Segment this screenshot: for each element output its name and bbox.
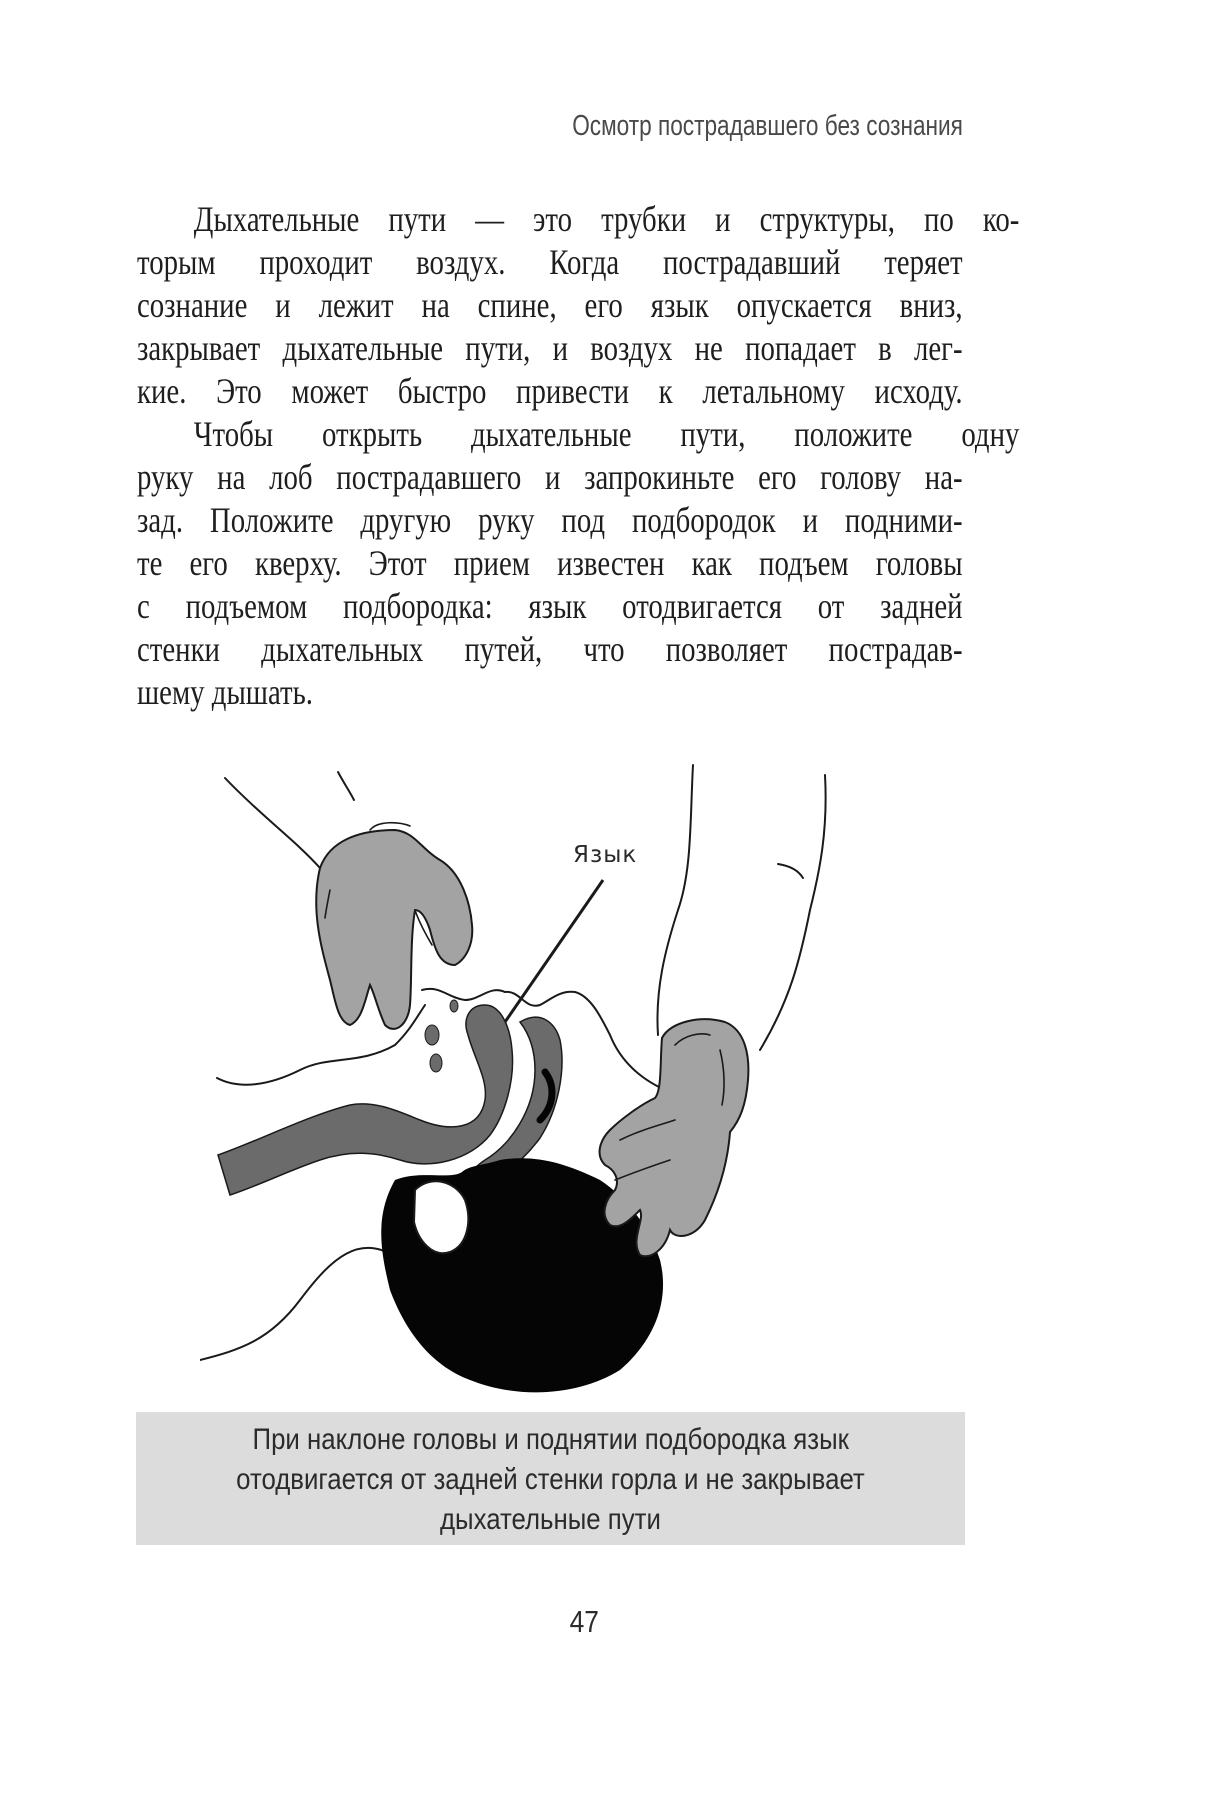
- text-line: Дыхательные пути — это трубки и структуры, по ко-: [193, 199, 1020, 239]
- patient-back: [200, 1248, 400, 1360]
- figure-label-tongue: Язык: [573, 842, 638, 868]
- face-profile: [422, 989, 505, 1000]
- paragraph-1: [137, 198, 1020, 413]
- left-glove-icon: [316, 830, 472, 1029]
- text-line: Чтобы открыть дыхательные пути, положите одну: [193, 414, 1020, 454]
- text-line: руку на лоб пострадавшего и запрокиньте его голову на-: [137, 457, 963, 497]
- figure-caption: [136, 1412, 965, 1545]
- caption-line: отодвигается от задней стенки горла и не закрывает: [236, 1463, 865, 1496]
- page-number: 47: [569, 1604, 599, 1639]
- caption-line: При наклоне головы и поднятии подбородка язык: [252, 1423, 849, 1456]
- text-line: сознание и лежит на спине, его язык опускается вниз,: [137, 285, 963, 325]
- left-arm-outline: [225, 778, 320, 868]
- figure-head-tilt-chin-lift: [200, 760, 980, 1400]
- paragraph-2: [137, 413, 1020, 714]
- text-line: те его кверху. Этот прием известен как подъем головы: [137, 543, 963, 583]
- text-line: торым проходит воздух. Когда пострадавший теряет: [137, 242, 963, 282]
- text-line: с подъемом подбородка: язык отодвигается от задней: [137, 586, 963, 626]
- text-line: шему дышать.: [137, 672, 313, 712]
- right-arm-outline: [657, 765, 693, 1035]
- running-header: Осмотр пострадавшего без сознания: [572, 110, 963, 142]
- text-line: зад. Положите другую руку под подбородок и подними-: [137, 500, 963, 540]
- text-line: кие. Это может быстро привести к летальному исходу.: [137, 371, 963, 411]
- body-text: [137, 198, 1020, 714]
- caption-line: дыхательные пути: [440, 1503, 661, 1536]
- text-line: закрывает дыхательные пути, и воздух не попадает в лег-: [137, 328, 963, 368]
- text-line: стенки дыхательных путей, что позволяет пострадав-: [137, 629, 963, 669]
